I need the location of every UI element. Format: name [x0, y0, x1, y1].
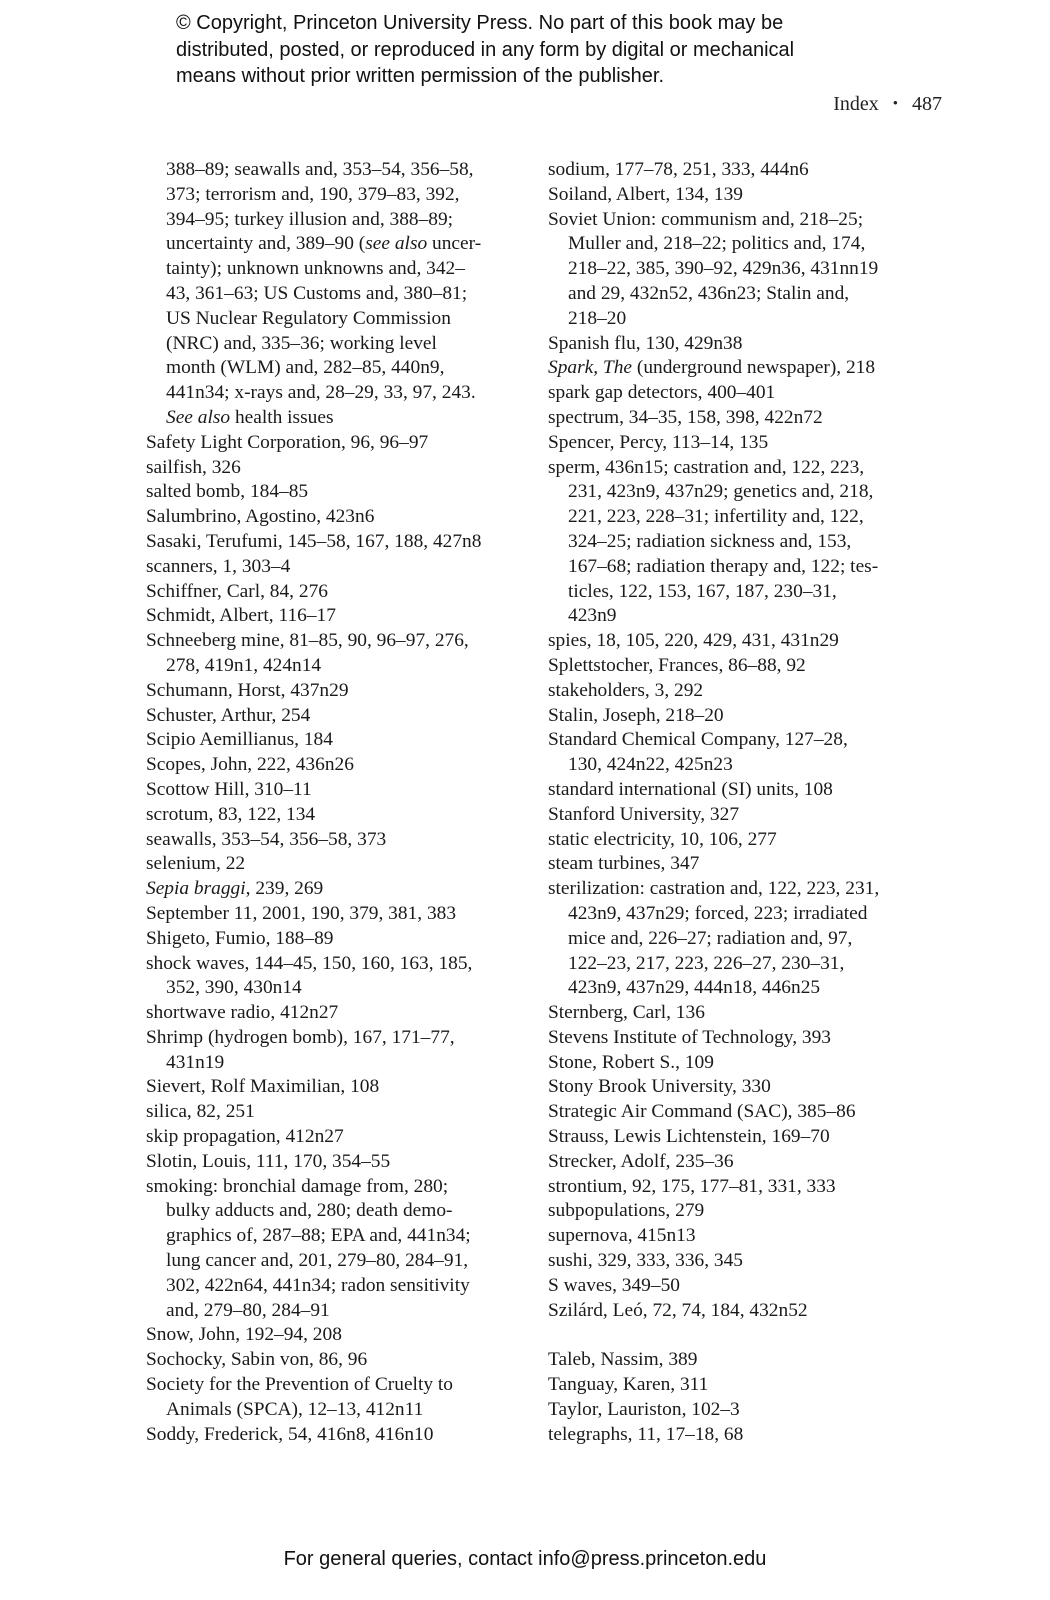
index-entry: [548, 381, 938, 406]
index-entry-subline: and 29, 432n52, 436n23; Stalin and,: [568, 282, 850, 304]
index-entry-heading: Stevens Institute of Technology, 393: [548, 1026, 831, 1048]
index-entry-heading: silica, 82, 251: [146, 1101, 255, 1123]
index-entry-heading: sushi, 329, 333, 336, 345: [548, 1250, 743, 1272]
index-entry-heading: Snow, John, 192–94, 208: [146, 1324, 342, 1346]
index-entry-heading: Soiland, Albert, 134, 139: [548, 183, 743, 205]
index-entry: [548, 728, 938, 778]
index-entry-heading: spies, 18, 105, 220, 429, 431, 431n29: [548, 630, 839, 652]
index-entry-heading: telegraphs, 11, 17–18, 68: [548, 1423, 744, 1445]
index-entry: [548, 1348, 938, 1373]
index-entry-heading: Sternberg, Carl, 136: [548, 1002, 705, 1024]
index-entry-subline: 122–23, 217, 223, 226–27, 230–31,: [568, 952, 845, 974]
index-entry-heading: shortwave radio, 412n27: [146, 1002, 339, 1024]
index-entry: [146, 604, 526, 629]
index-entry-heading: Taylor, Lauriston, 102–3: [548, 1398, 740, 1420]
index-entry: [146, 505, 526, 530]
index-entry-subline: 167–68; radiation therapy and, 122; tes-: [568, 555, 879, 577]
index-entry: [146, 629, 526, 679]
index-entry: [548, 158, 938, 183]
index-entry: [548, 332, 938, 357]
index-entry: [548, 1026, 938, 1051]
index-entry: [146, 1001, 526, 1026]
continued-entry-line: 43, 361–63; US Customs and, 380–81;: [166, 282, 468, 304]
index-entry: [548, 183, 938, 208]
continued-entry-line: month (WLM) and, 282–85, 440n9,: [166, 357, 445, 379]
index-entry: [146, 1175, 526, 1324]
index-entry: [146, 803, 526, 828]
index-entry-subline: and, 279–80, 284–91: [166, 1299, 330, 1321]
index-entry: [146, 1075, 526, 1100]
letter-section-gap: [548, 1323, 938, 1348]
index-entry: [548, 704, 938, 729]
continued-entry-line: See also health issues: [166, 406, 334, 428]
index-entry: [146, 828, 526, 853]
index-entry-heading: skip propagation, 412n27: [146, 1126, 344, 1148]
index-entry-heading: Safety Light Corporation, 96, 96–97: [146, 431, 429, 453]
continued-entry-line: tainty); unknown unknowns and, 342–: [166, 258, 465, 280]
continued-entry-line: 373; terrorism and, 190, 379–83, 392,: [166, 183, 460, 205]
index-entry-heading: Strecker, Adolf, 235–36: [548, 1150, 734, 1172]
index-entry: [146, 580, 526, 605]
index-entry: [146, 530, 526, 555]
index-entry-subline: ticles, 122, 153, 167, 187, 230–31,: [568, 580, 837, 602]
index-entry: [548, 1199, 938, 1224]
index-entry-heading: subpopulations, 279: [548, 1200, 705, 1222]
continued-entry-line: (NRC) and, 335–36; working level: [166, 332, 437, 354]
index-entry: [146, 952, 526, 1002]
index-entry: [146, 728, 526, 753]
index-entry-subline: 218–20: [568, 307, 627, 329]
index-entry-heading: Schiffner, Carl, 84, 276: [146, 580, 328, 602]
index-column-right: [548, 158, 938, 1447]
index-entry-heading: sodium, 177–78, 251, 333, 444n6: [548, 159, 809, 180]
index-entry: [548, 803, 938, 828]
index-entry-subline: 130, 424n22, 425n23: [568, 754, 733, 776]
continued-entry-line: 441n34; x-rays and, 28–29, 33, 97, 243.: [166, 382, 476, 404]
index-entry: [548, 1125, 938, 1150]
continued-entry-line: 388–89; seawalls and, 353–54, 356–58,: [166, 159, 474, 180]
index-entry: [548, 1423, 938, 1448]
index-entry: [548, 1274, 938, 1299]
index-entry-heading: S waves, 349–50: [548, 1274, 680, 1296]
index-entry-heading: salted bomb, 184–85: [146, 481, 309, 503]
index-entry: [146, 778, 526, 803]
index-entry-heading: sailfish, 326: [146, 456, 241, 478]
index-entry-heading: spectrum, 34–35, 158, 398, 422n72: [548, 406, 823, 428]
index-entry-subline: 324–25; radiation sickness and, 153,: [568, 530, 852, 552]
continued-entry-line: 394–95; turkey illusion and, 388–89;: [166, 208, 454, 230]
index-entry: [146, 1423, 526, 1448]
index-entry-heading: Stalin, Joseph, 218–20: [548, 704, 724, 726]
index-entry: [146, 1323, 526, 1348]
index-entry-heading: Sochocky, Sabin von, 86, 96: [146, 1349, 368, 1371]
index-entry-subline: 423n9, 437n29, 444n18, 446n25: [568, 977, 821, 999]
index-entry: [548, 1249, 938, 1274]
index-entry: [146, 877, 526, 902]
index-entry-heading: Tanguay, Karen, 311: [548, 1374, 709, 1396]
index-entry-heading: Schumann, Horst, 437n29: [146, 679, 349, 701]
index-entry-subline: 218–22, 385, 390–92, 429n36, 431nn19: [568, 258, 879, 280]
index-entry-heading: Slotin, Louis, 111, 170, 354–55: [146, 1150, 391, 1172]
index-entry-subline: Animals (SPCA), 12–13, 412n11: [166, 1398, 424, 1420]
index-entry-heading: Szilárd, Leó, 72, 74, 184, 432n52: [548, 1299, 808, 1321]
index-entry: [548, 1299, 938, 1324]
index-entry-heading: Sepia braggi, 239, 269: [146, 878, 324, 900]
index-entry: [548, 654, 938, 679]
index-entry-heading: standard international (SI) units, 108: [548, 778, 833, 800]
index-entry-heading: Scottow Hill, 310–11: [146, 778, 312, 800]
index-entry-heading: Spark, The (underground newspaper), 218: [548, 357, 876, 379]
index-entry-heading: Standard Chemical Company, 127–28,: [548, 729, 848, 751]
index-entry-heading: Stony Brook University, 330: [548, 1076, 771, 1098]
index-entry-subline: 231, 423n9, 437n29; genetics and, 218,: [568, 481, 874, 503]
index-entry-subline: 431n19: [166, 1051, 225, 1073]
index-entry-heading: Spanish flu, 130, 429n38: [548, 332, 743, 354]
index-entry-heading: stakeholders, 3, 292: [548, 679, 704, 701]
index-entry-heading: September 11, 2001, 190, 379, 381, 383: [146, 902, 457, 924]
continued-entry: [146, 158, 526, 431]
copyright-notice: [176, 10, 936, 90]
running-head: [833, 93, 942, 116]
index-entry: [548, 456, 938, 630]
index-entry-heading: steam turbines, 347: [548, 853, 700, 875]
index-entry-heading: Sievert, Rolf Maximilian, 108: [146, 1076, 380, 1098]
copyright-line: means without prior written permission of the publisher.: [176, 65, 665, 87]
index-entry-heading: Schuster, Arthur, 254: [146, 704, 311, 726]
index-entry-heading: Schmidt, Albert, 116–17: [146, 605, 336, 627]
index-entry-heading: shock waves, 144–45, 150, 160, 163, 185,: [146, 952, 473, 974]
index-entry-subline: 423n9, 437n29; forced, 223; irradiated: [568, 902, 868, 924]
index-entry-subline: mice and, 226–27; radiation and, 97,: [568, 927, 853, 949]
index-entry-subline: 278, 419n1, 424n14: [166, 654, 322, 676]
index-entry: [548, 1100, 938, 1125]
index-entry: [548, 406, 938, 431]
index-entry: [146, 1373, 526, 1423]
running-head-bullet: •: [892, 96, 898, 112]
running-head-section: Index: [833, 93, 879, 115]
index-entry-heading: Shrimp (hydrogen bomb), 167, 171–77,: [146, 1026, 455, 1048]
index-entry: [548, 1001, 938, 1026]
page-number: 487: [912, 93, 942, 115]
index-entry: [548, 1398, 938, 1423]
index-entries-left: [146, 431, 526, 1448]
index-entry: [146, 1150, 526, 1175]
index-entries-right: [548, 158, 938, 1323]
index-entry: [548, 1051, 938, 1076]
index-entry: [146, 902, 526, 927]
index-entry-heading: strontium, 92, 175, 177–81, 331, 333: [548, 1175, 836, 1197]
index-entry-heading: Stanford University, 327: [548, 803, 740, 825]
index-entry: [548, 852, 938, 877]
index-entry-heading: Taleb, Nassim, 389: [548, 1349, 698, 1371]
index-entry-subline: 221, 223, 228–31; infertility and, 122,: [568, 506, 864, 528]
index-entry-heading: Strauss, Lewis Lichtenstein, 169–70: [548, 1126, 830, 1148]
index-entry-heading: Society for the Prevention of Cruelty to: [146, 1374, 453, 1396]
index-entry: [146, 927, 526, 952]
index-entry-heading: Salumbrino, Agostino, 423n6: [146, 506, 375, 528]
index-entry-subline: bulky adducts and, 280; death demo-: [166, 1200, 453, 1222]
index-entry: [146, 1100, 526, 1125]
index-entry: [146, 456, 526, 481]
index-entry-heading: sperm, 436n15; castration and, 122, 223,: [548, 456, 865, 478]
index-entry-subline: 302, 422n64, 441n34; radon sensitivity: [166, 1274, 470, 1296]
index-entry: [146, 1026, 526, 1076]
index-entry-heading: scanners, 1, 303–4: [146, 555, 291, 577]
index-entry: [548, 629, 938, 654]
copyright-line: distributed, posted, or reproduced in any form by digital or mechanical: [176, 38, 795, 61]
index-entry: [548, 1150, 938, 1175]
continued-entry-line: US Nuclear Regulatory Commission: [166, 307, 451, 329]
index-entry-heading: supernova, 415n13: [548, 1225, 696, 1247]
index-entry: [146, 1348, 526, 1373]
index-entry-heading: seawalls, 353–54, 356–58, 373: [146, 828, 387, 850]
index-entry-heading: Spencer, Percy, 113–14, 135: [548, 431, 769, 453]
index-entry-heading: Soddy, Frederick, 54, 416n8, 416n10: [146, 1423, 434, 1445]
index-entry: [548, 778, 938, 803]
index-entry-heading: sterilization: castration and, 122, 223, 231,: [548, 878, 880, 900]
index-entry: [146, 480, 526, 505]
index-entry-heading: Schneeberg mine, 81–85, 90, 96–97, 276,: [146, 630, 469, 652]
index-entry: [146, 704, 526, 729]
index-entry-subline: graphics of, 287–88; EPA and, 441n34;: [166, 1225, 471, 1247]
index-entry: [548, 877, 938, 1001]
index-entry-heading: selenium, 22: [146, 853, 246, 875]
index-entry-heading: Sasaki, Terufumi, 145–58, 167, 188, 427n8: [146, 530, 482, 552]
index-entry: [548, 1175, 938, 1200]
index-entry-subline: Muller and, 218–22; politics and, 174,: [568, 233, 866, 255]
index-entry-heading: Strategic Air Command (SAC), 385–86: [548, 1101, 856, 1123]
index-entry-heading: Splettstocher, Frances, 86–88, 92: [548, 654, 806, 676]
index-column-left: [146, 158, 526, 1447]
index-entry: [548, 431, 938, 456]
index-entry: [146, 753, 526, 778]
index-entry-heading: Scopes, John, 222, 436n26: [146, 754, 354, 776]
index-entry-subline: lung cancer and, 201, 279–80, 284–91,: [166, 1250, 469, 1272]
index-entry: [146, 679, 526, 704]
index-entries-right-t: [548, 1348, 938, 1447]
footer-contact: For general queries, contact info@press.princeton.edu: [283, 1548, 767, 1570]
index-entry-heading: smoking: bronchial damage from, 280;: [146, 1175, 449, 1197]
index-entry: [548, 208, 938, 332]
index-entry: [548, 356, 938, 381]
index-entry: [548, 1075, 938, 1100]
index-entry-heading: scrotum, 83, 122, 134: [146, 803, 316, 825]
index-entry: [146, 431, 526, 456]
continued-entry-line: uncertainty and, 389–90 (see also uncer-: [166, 233, 482, 255]
index-entry: [548, 828, 938, 853]
index-entry: [146, 555, 526, 580]
index-entry-heading: Shigeto, Fumio, 188–89: [146, 927, 334, 949]
index-entry: [146, 852, 526, 877]
index-entry-heading: Scipio Aemillianus, 184: [146, 729, 333, 751]
index-entry-subline: 352, 390, 430n14: [166, 977, 302, 999]
index-entry: [548, 1373, 938, 1398]
index-entry-heading: static electricity, 10, 106, 277: [548, 828, 777, 850]
index-entry-subline: 423n9: [568, 605, 617, 627]
index-entry-heading: Soviet Union: communism and, 218–25;: [548, 208, 864, 230]
index-entry: [548, 679, 938, 704]
index-entry-heading: spark gap detectors, 400–401: [548, 382, 776, 404]
index-entry: [146, 1125, 526, 1150]
index-entry-heading: Stone, Robert S., 109: [548, 1051, 714, 1073]
index-entry: [548, 1224, 938, 1249]
copyright-line: © Copyright, Princeton University Press. No part of this book may be: [176, 12, 784, 34]
